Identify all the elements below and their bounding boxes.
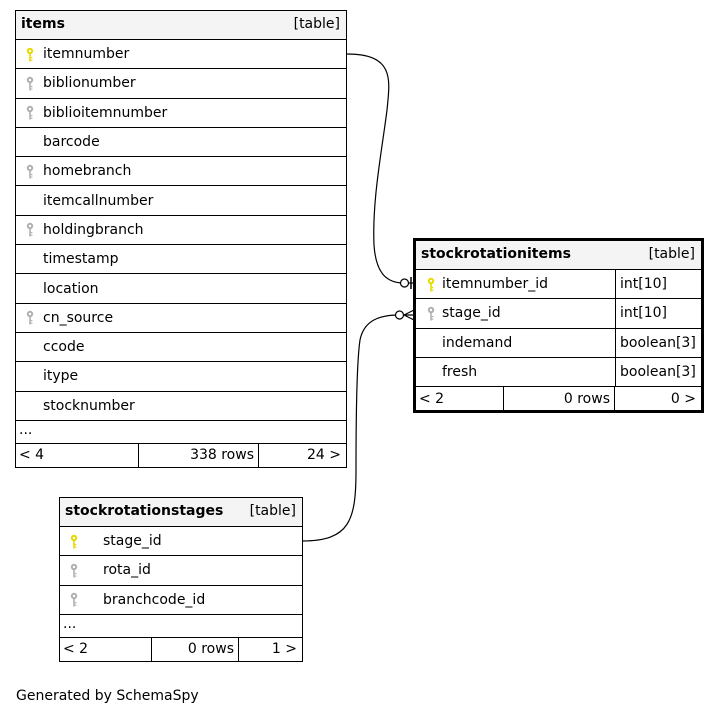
foreign-key-icon [26,310,34,326]
table-footer [416,387,701,410]
parent-count: < 2 [416,387,504,410]
column-row-stage-id[interactable] [416,299,701,328]
table-type-label: [table] [293,16,340,32]
column-name: stage_id [442,305,501,322]
table-footer [60,638,302,661]
table-footer [16,444,346,467]
column-name: timestamp [43,251,119,268]
column-row-itemnumber-id[interactable] [416,270,701,299]
column-name: holdingbranch [43,221,144,238]
column-row-biblionumber[interactable] [16,69,346,98]
more-columns-ellipsis: ... [60,615,302,638]
column-name: stocknumber [43,397,135,414]
column-list [416,270,701,387]
column-row-fresh[interactable] [416,358,701,387]
column-name: itype [43,368,79,385]
primary-key-icon [427,277,435,293]
relationship-zero-marker [401,279,409,287]
foreign-key-icon [26,222,34,238]
column-name: cn_source [43,309,114,326]
foreign-key-icon [70,592,78,608]
column-type: boolean[3] [615,358,701,386]
column-name: stage_id [103,533,162,550]
row-count: 338 rows [139,444,259,467]
column-name: branchcode_id [103,591,206,608]
child-count: 1 > [271,641,297,658]
table-items[interactable] [15,10,347,468]
child-count: 24 > [307,447,341,464]
relationship-zero-marker [396,311,404,319]
table-header [16,11,346,40]
column-row-itemnumber[interactable] [16,40,346,69]
column-name: itemcallnumber [43,192,154,209]
column-row-homebranch[interactable] [16,157,346,186]
column-row-branchcode-id[interactable] [60,586,302,615]
primary-key-icon [26,47,34,63]
generated-by-label: Generated by SchemaSpy [16,688,199,704]
child-count: 0 > [670,390,696,407]
table-stockrotationstages[interactable] [59,497,303,662]
row-count: 0 rows [504,387,615,410]
column-row-barcode[interactable] [16,128,346,157]
column-name: itemnumber [43,46,130,63]
column-row-location[interactable] [16,274,346,303]
column-name: biblioitemnumber [43,104,168,121]
column-name: ccode [43,339,85,356]
column-row-itemcallnumber[interactable] [16,186,346,215]
table-header [60,498,302,527]
column-name: homebranch [43,163,132,180]
foreign-key-icon [70,563,78,579]
column-name: fresh [442,364,478,381]
column-name: indemand [442,334,513,351]
column-name: location [43,280,99,297]
column-row-stage-id[interactable] [60,527,302,556]
column-row-ccode[interactable] [16,333,346,362]
column-name: rota_id [103,562,151,579]
column-name: biblionumber [43,75,136,92]
primary-key-icon [70,534,78,550]
table-name: items [21,16,65,32]
column-type: boolean[3] [615,329,701,357]
table-type-label: [table] [249,503,296,519]
column-list [60,527,302,615]
table-type-label: [table] [648,246,695,262]
column-list [16,40,346,421]
column-row-indemand[interactable] [416,329,701,358]
foreign-key-icon [26,76,34,92]
column-row-holdingbranch[interactable] [16,216,346,245]
foreign-key-icon [26,105,34,121]
column-row-stocknumber[interactable] [16,392,346,421]
table-header [416,241,701,270]
foreign-key-icon [26,164,34,180]
column-name: itemnumber_id [442,276,549,293]
column-row-itype[interactable] [16,362,346,391]
row-count: 0 rows [152,638,239,661]
column-row-cn-source[interactable] [16,304,346,333]
table-stockrotationitems[interactable] [413,238,704,413]
parent-count: < 4 [16,444,139,467]
table-name: stockrotationitems [421,246,571,262]
column-row-biblioitemnumber[interactable] [16,99,346,128]
column-row-timestamp[interactable] [16,245,346,274]
column-row-rota-id[interactable] [60,556,302,585]
relationship-items-to-stockrotationitems [347,54,404,283]
more-columns-ellipsis: ... [16,421,346,444]
column-type: int[10] [615,299,701,327]
column-type: int[10] [615,270,701,298]
parent-count: < 2 [60,638,152,661]
foreign-key-icon [427,306,435,322]
column-name: barcode [43,134,100,151]
table-name: stockrotationstages [65,503,224,519]
